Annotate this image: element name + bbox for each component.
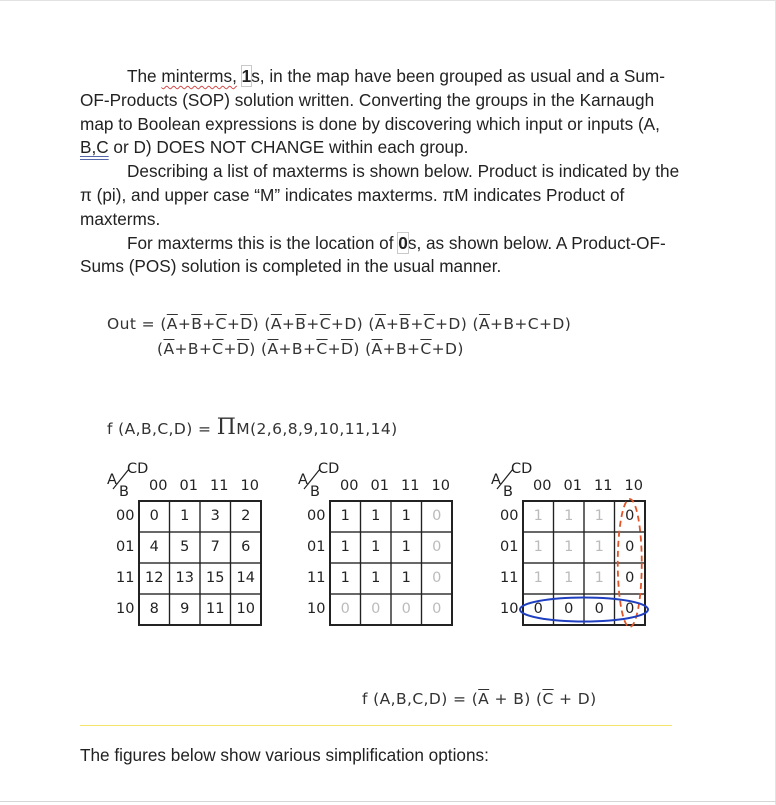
variable-c: $\overline{C}$ xyxy=(215,315,227,333)
kmap-cd-label: CD xyxy=(318,461,340,477)
kmap-cell: 1 xyxy=(340,508,350,524)
maxterm-sum: $(\overline{A}+B+\overline{C}+\overline{D})$ xyxy=(255,340,360,358)
kmap-cd-label: CD xyxy=(511,461,533,477)
kmap-cell: 1 xyxy=(564,508,574,524)
kmap-row-header: 01 xyxy=(307,539,326,555)
variable-b: $\overline{B}$ xyxy=(191,315,203,333)
kmap-cell: 4 xyxy=(149,539,159,555)
kmap-cell: 1 xyxy=(401,508,411,524)
kmap-b-label: B xyxy=(119,484,129,500)
variable-b: B xyxy=(395,340,407,358)
kmap-col-header: 10 xyxy=(624,478,643,494)
kmap-cell: 3 xyxy=(210,508,220,524)
variable-c: $\overline{C}$ xyxy=(423,315,435,333)
kmap-cell: 1 xyxy=(594,539,604,555)
kmap-col-header: 10 xyxy=(240,478,259,494)
kmap-cell: 1 xyxy=(564,539,574,555)
kmap-cell: 0 xyxy=(564,601,574,617)
kmap-index xyxy=(107,463,277,628)
section-divider xyxy=(80,725,672,726)
kmap-row-header: 11 xyxy=(116,570,135,586)
kmap-cell: 7 xyxy=(210,539,220,555)
kmap-cell: 0 xyxy=(625,601,635,617)
kmap-cell: 11 xyxy=(206,601,225,617)
variable-a: $\overline{A}$ xyxy=(374,315,386,333)
kmap-row-header: 11 xyxy=(500,570,519,586)
body-text xyxy=(80,65,680,279)
kmap-cell: 0 xyxy=(533,601,543,617)
kmap-values xyxy=(298,463,468,628)
equation-out-terms-1 xyxy=(160,315,571,333)
kmap-col-header: 11 xyxy=(594,478,613,494)
maxterm-sum: $(\overline{A}+\overline{B}+\overline{C}+D)$ xyxy=(259,315,364,333)
variable-d: D xyxy=(445,340,458,358)
variable-d: $\overline{D}$ xyxy=(340,340,354,358)
kmap-cd-label: CD xyxy=(127,461,149,477)
variable-d: D xyxy=(448,315,461,333)
kmap-row-header: 10 xyxy=(307,601,326,617)
kmap-cell: 1 xyxy=(564,570,574,586)
variable-a: $\overline{A}$ xyxy=(478,315,490,333)
variable-a: $\overline{A}$ xyxy=(270,315,282,333)
kmap-cell: 1 xyxy=(401,539,411,555)
kmap-col-header: 00 xyxy=(149,478,168,494)
footer-caption: The figures below show various simplification options: xyxy=(80,745,489,765)
paragraph-pos: For maxterms this is the location of 0s, as shown below. A Product-OF-Sums (POS) solution is completed in the usual manner. xyxy=(80,232,666,277)
variable-c: $\overline{C}$ xyxy=(319,315,331,333)
kmap-col-header: 00 xyxy=(340,478,359,494)
maxterm-sum: $(\overline{A}+B+C+D)$ xyxy=(467,315,572,333)
kmap-cell: 0 xyxy=(594,601,604,617)
variable-b: B xyxy=(187,340,199,358)
kmap-cell: 1 xyxy=(371,570,381,586)
kmap-cell: 1 xyxy=(533,570,543,586)
kmap-col-header: 11 xyxy=(210,478,229,494)
page-edge-bottom xyxy=(0,801,776,802)
underlined-bc: B,C xyxy=(80,137,109,158)
variable-c: C xyxy=(527,315,540,333)
kmap-cell: 1 xyxy=(594,508,604,524)
kmap-cell: 1 xyxy=(371,539,381,555)
kmap-col-header: 00 xyxy=(533,478,552,494)
variable-a: $\overline{A}$ xyxy=(267,340,279,358)
kmap-cell: 9 xyxy=(180,601,190,617)
kmap-cell: 6 xyxy=(241,539,251,555)
variable-c: $\overline{C}$ xyxy=(212,340,224,358)
kmap-row-header: 11 xyxy=(307,570,326,586)
kmap-cell: 0 xyxy=(149,508,159,524)
pos-result: f $(A,B,C,D) = (\overline{A} + B) (\overline{C} + D)$ xyxy=(362,690,597,708)
kmap-row-header: 00 xyxy=(116,508,135,524)
kmap-col-header: 01 xyxy=(179,478,198,494)
kmap-cell: 0 xyxy=(371,601,381,617)
variable-a: $\overline{A}$ xyxy=(371,340,383,358)
bold-zero: 0 xyxy=(398,232,408,253)
maxterm-sum: $(\overline{A}+\overline{B}+\overline{C}+\overline{D})$ xyxy=(160,315,260,333)
kmap-row-header: 10 xyxy=(500,601,519,617)
equation-out-label: Out = xyxy=(107,315,156,333)
kmap-row-header: 01 xyxy=(500,539,519,555)
pi-symbol: Π xyxy=(216,415,237,440)
variable-d: D xyxy=(552,315,565,333)
kmap-cell: 1 xyxy=(340,539,350,555)
kmap-grouped xyxy=(491,463,661,628)
minterms-link[interactable]: minterms, xyxy=(161,66,237,86)
variable-b: $\overline{B}$ xyxy=(295,315,307,333)
kmap-cell: 1 xyxy=(340,570,350,586)
kmap-cell: 15 xyxy=(206,570,225,586)
kmap-cell: 12 xyxy=(145,570,164,586)
kmap-cell: 0 xyxy=(432,539,442,555)
kmap-cell: 1 xyxy=(594,570,604,586)
kmap-cell: 2 xyxy=(241,508,251,524)
variable-c: $\overline{C}$ xyxy=(316,340,328,358)
kmap-row-header: 01 xyxy=(116,539,135,555)
maxterm-sum: $(\overline{A}+\overline{B}+\overline{C}+D)$ xyxy=(363,315,468,333)
kmap-row-header: 10 xyxy=(116,601,135,617)
kmap-b-label: B xyxy=(310,484,320,500)
kmap-row-header: 00 xyxy=(307,508,326,524)
equation-out-line2 xyxy=(157,340,464,358)
variable-d: $\overline{D}$ xyxy=(236,340,250,358)
page-edge-top xyxy=(0,0,776,1)
kmap-cell: 10 xyxy=(236,601,255,617)
kmap-cell: 0 xyxy=(340,601,350,617)
paragraph-sop: The minterms, 1s, in the map have been grouped as usual and a Sum-OF-Products (SOP) solution written. Converting the groups in the Karnaugh map to Boolean expressions is done by discovering which input or inputs (A, B,C or D) DOES NOT CHANGE within each group. xyxy=(80,66,665,158)
kmap-cell: 5 xyxy=(180,539,190,555)
variable-b: $\overline{B}$ xyxy=(399,315,411,333)
kmap-col-header: 01 xyxy=(563,478,582,494)
kmap-cell: 0 xyxy=(625,570,635,586)
kmap-col-header: 11 xyxy=(401,478,420,494)
kmap-a-label: A xyxy=(491,472,501,488)
variable-a: $\overline{A}$ xyxy=(166,315,178,333)
kmap-col-header: 01 xyxy=(370,478,389,494)
kmap-cell: 1 xyxy=(533,539,543,555)
kmap-cell: 14 xyxy=(236,570,255,586)
kmap-cell: 1 xyxy=(371,508,381,524)
kmap-cell: 0 xyxy=(401,601,411,617)
kmap-cell: 1 xyxy=(401,570,411,586)
variable-a: $\overline{A}$ xyxy=(163,340,175,358)
kmap-col-header: 10 xyxy=(431,478,450,494)
kmap-cell: 0 xyxy=(432,508,442,524)
kmap-row-header: 00 xyxy=(500,508,519,524)
kmap-b-label: B xyxy=(503,484,513,500)
kmap-cell: 8 xyxy=(149,601,159,617)
variable-c: $\overline{C}$ xyxy=(420,340,432,358)
maxterm-sum: $(\overline{A}+B+\overline{C}+\overline{D})$ xyxy=(157,340,256,358)
kmap-a-label: A xyxy=(298,472,308,488)
kmap-cell: 1 xyxy=(180,508,190,524)
kmap-cell: 0 xyxy=(625,539,635,555)
equation-out-line1 xyxy=(107,315,571,333)
paragraph-maxterms: Describing a list of maxterms is shown below. Product is indicated by the π (pi), and upper case “M” indicates maxterms. πM indicates Product of maxterms. xyxy=(80,161,680,229)
maxterm-function: f (A,B,C,D) = ΠM(2,6,8,9,10,11,14) xyxy=(107,415,398,440)
kmap-cell: 0 xyxy=(432,601,442,617)
bold-one: 1 xyxy=(241,66,252,86)
variable-d: D xyxy=(344,315,357,333)
variable-d: $\overline{D}$ xyxy=(240,315,253,333)
equation-out-terms-2 xyxy=(157,340,464,358)
kmap-cell: 13 xyxy=(175,570,194,586)
maxterm-sum: $(\overline{A}+B+\overline{C}+D)$ xyxy=(359,340,464,358)
variable-b: B xyxy=(503,315,515,333)
variable-b: B xyxy=(291,340,303,358)
kmap-cell: 0 xyxy=(432,570,442,586)
kmap-a-label: A xyxy=(107,472,117,488)
kmap-cell: 1 xyxy=(533,508,543,524)
kmap-cell: 0 xyxy=(625,508,635,524)
